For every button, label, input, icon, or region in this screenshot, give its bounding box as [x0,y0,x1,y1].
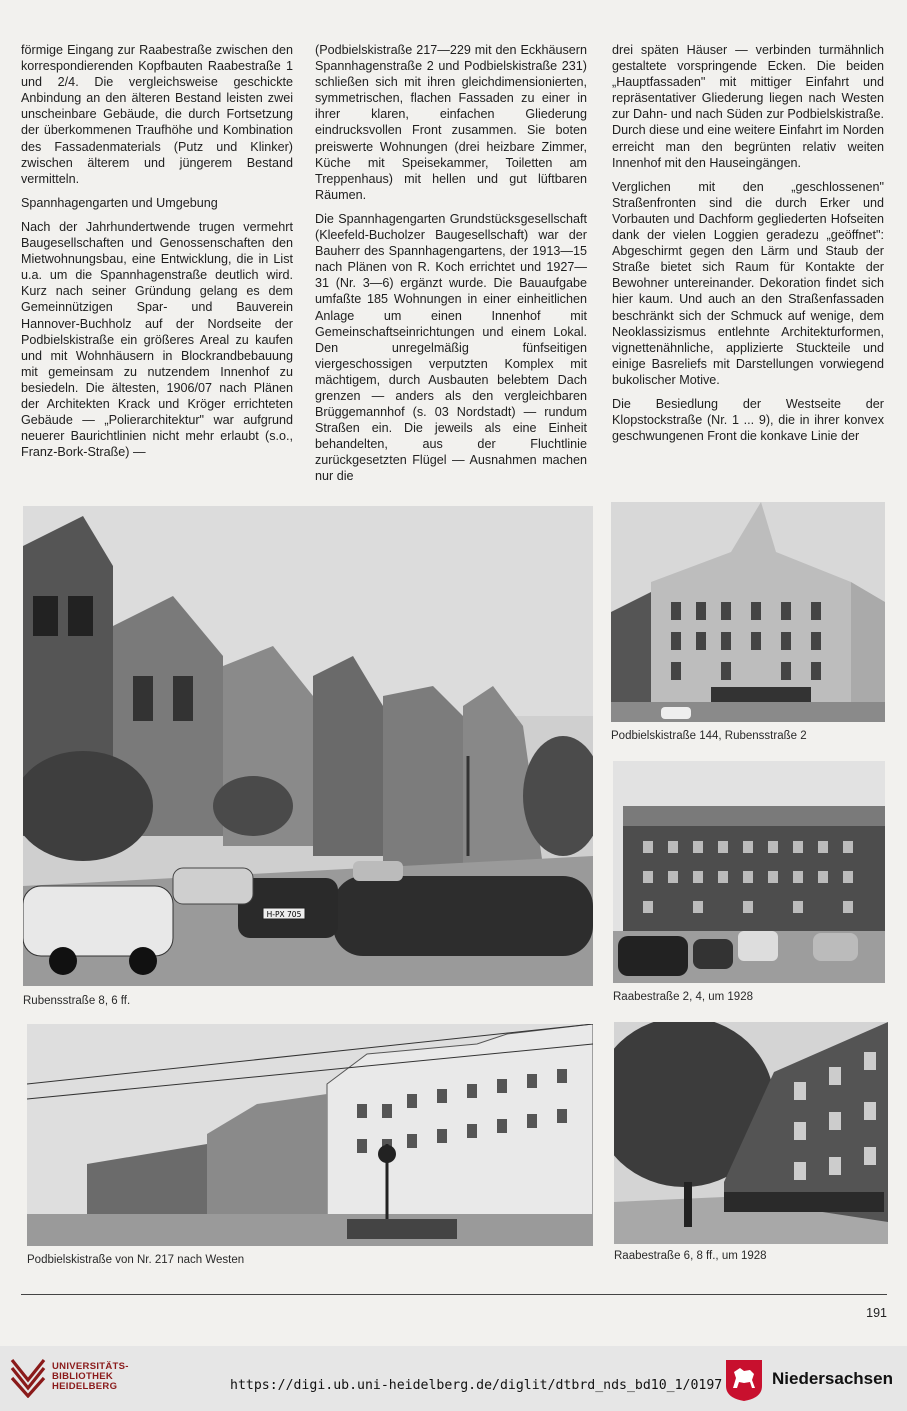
paragraph: Verglichen mit den „geschlossenen" Straßenfronten sind die durch Erker und Vorbauten und Dachform gegliederten Hofseiten dank der vielen Loggien geradezu „geöffnet": Abgeschirmt gegen den Lärm und Staub der Straße bietet sich Raum für Kontakte der Bewohner untereinander. Dekoration findet sich hier kaum. Und auch an den Straßenfassaden beschränkt sich der Schmuck auf wenige, dem Neoklassizismus entlehnte Architekturformen, vignettenähnliche, applizierte Stuckteile und einige Basreliefs mit Darstellungen vorwiegend bukolischer Motive. [612,179,884,387]
caption-photo-5: Raabestraße 6, 8 ff., um 1928 [614,1250,767,1262]
caption-photo-3: Raabestraße 2, 4, um 1928 [613,991,753,1003]
page-rule [21,1294,887,1295]
photo-raabestrasse-6-8 [614,1022,888,1244]
photo-podbielskistrasse-217 [27,1024,593,1246]
caption-photo-1: Rubensstraße 8, 6 ff. [23,995,131,1007]
library-line: UNIVERSITÄTS- [52,1361,129,1372]
footer-bar [0,1346,907,1411]
paragraph: Die Besiedlung der Westseite der Klopstockstraße (Nr. 1 ... 9), die in ihrer konvex geschwungenen Front die konkave Linie der [612,396,884,444]
photo-raabestrasse-2-4 [613,761,885,983]
library-line: BIBLIOTHEK [52,1371,114,1382]
paragraph: (Podbielskistraße 217—229 mit den Eckhäusern Spannhagenstraße 2 und Podbielskistraße 231) schließen sich mit ihren gleichdimensionierten, symmetrischen, flachen Fassaden zu einer in ihrer klaren, einfachen Gliederung eindrucksvollen Front zusammen. Sie boten preiswerte Wohnungen (drei heizbare Zimmer, Küche mit Speisekammer, Toiletten am Treppenhaus) mit hellen und gut lüftbaren Räumen. [315,43,587,202]
text-column-3 [612,42,884,452]
caption-photo-2: Podbielskistraße 144, Rubensstraße 2 [611,730,807,742]
paragraph: Die Spannhagengarten Grundstücksgesellschaft (Kleefeld-Bucholzer Baugesellschaft) war der Bauherr des Spannhagengartens, der 1913—15 nach Plänen von R. Koch errichtet und 1927—31 (Nr. 3—6) ergänzt wurde. Die Bauaufgabe umfaßte 185 Wohnungen in einer einheitlichen Anlage um einen Innenhof mit Gemeinschaftseinrichtungen und einem Lokal. Den unregelmäßig fünfseitigen viergeschossigen verputzten Komplex mit mächtigem, durch Ausbauten belebtem Dach grenzen — anders als den vergleichbaren Brüggemannhof (s. 03 Nordstadt) — rundum Straßen ein. Die jeweils als eine Einheit behandelten, aus der Fluchtlinie zurückgesetzten Flügel — Ausnahmen machen nur die [315,211,587,484]
license-plate: H-PX 705 [266,910,302,919]
paragraph: drei späten Häuser — verbinden turmähnlich gestaltete vorspringende Ecken. Die beiden „Hauptfassaden" mit mittiger Einfahrt und repräsentativer Gliederung liegen nach Westen zur Dahn- und nach Süden zur Podbielskistraße. Durch diese und eine weitere Einfahrt im Norden erreicht man den begrünten relativ weiten Innenhof mit den Hauseingängen. [612,43,884,170]
paragraph: Nach der Jahrhundertwende trugen vermehrt Baugesellschaften und Genossenschaften den Mietwohnungsbau, eine Entwicklung, die in List u.a. um die Spannhagenstraße deutlich wird. Kurz nach seiner Gründung gelang es dem Gemeinnützigen Spar- und Bauverein Hannover-Buchholz auf der Nordseite der Podbielskistraße ein größeres Areal zu kaufen und mit Wohnhäusern in Blockrandbebauung mit gemeinsam zu nutzendem Innenhof zu besiedeln. Die ältesten, 1906/07 nach Plänen der Architekten Krack und Kröger errichteten Gebäude — „Polierarchitektur" war aufgrund neuerer Baurichtlinien nicht mehr erlaubt (s.o., Franz-Bork-Straße) — [21,219,293,460]
section-heading: Spannhagengarten und Umgebung [21,195,218,210]
library-seal-icon [8,1358,48,1398]
library-name[interactable] [52,1362,129,1392]
photo-rubensstrasse [23,506,593,986]
library-line: HEIDELBERG [52,1381,118,1392]
page-number: 191 [866,1306,887,1320]
text-column-2 [315,42,587,493]
text-column-1 [21,42,293,468]
niedersachsen-horse-icon [724,1358,764,1402]
photo-podbielskistrasse-144 [611,502,885,722]
paragraph: förmige Eingang zur Raabestraße zwischen den korrespondierenden Kopfbauten Raabestraße 1 und 2/4. Die vergleichsweise geschickte Anbindung an den älteren Bestand leisten zwei unscheinbare Gebäude, die durch Fortsetzung der überkommenen Traufhöhe und Kombination des Fassadenmaterials (Putz und Klinker) zwischen älterem und jüngerem Bestand vermitteln. [21,43,293,186]
partner-name[interactable]: Niedersachsen [772,1369,893,1388]
document-url[interactable]: https://digi.ub.uni-heidelberg.de/diglit/dtbrd_nds_bd10_1/0197 [230,1378,723,1393]
caption-photo-4: Podbielskistraße von Nr. 217 nach Westen [27,1254,245,1266]
